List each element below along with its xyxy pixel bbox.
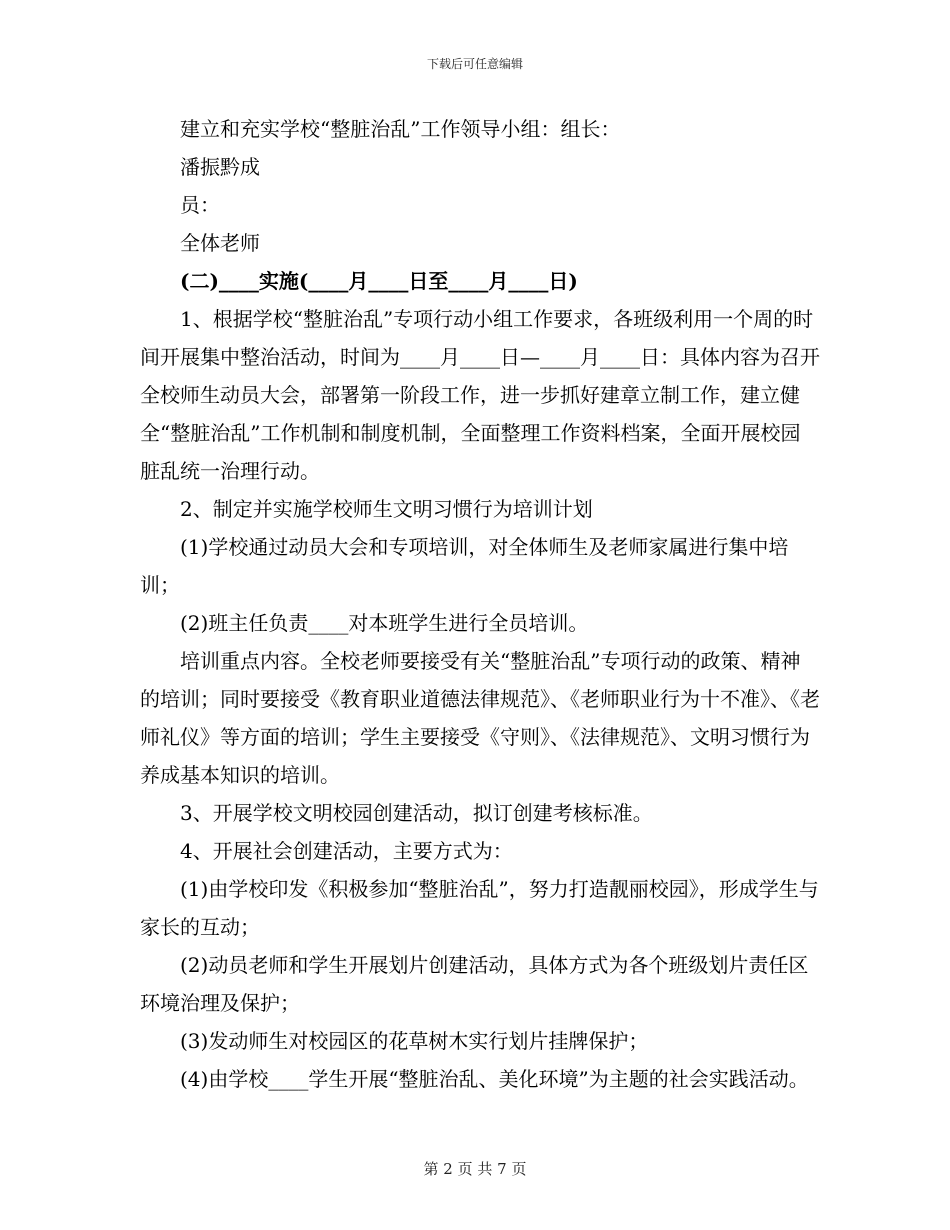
page-number: 第 2 页 共 7 页 (423, 1160, 527, 1178)
paragraph-item-3: 3、开展学校文明校园创建活动，拟订创建考核标准。 (180, 801, 653, 825)
paragraph-item-4: 4、开展社会创建活动，主要方式为： (180, 839, 513, 863)
paragraph-item-4-4: (4)由学校____学生开展“整脏治乱、美化环境”为主题的社会实践活动。 (180, 1067, 809, 1091)
paragraph-item-1: 1、根据学校“整脏治乱”专项行动小组工作要求，各班级利用一个周的时间开展集中整治活动，时间为____月____日—____月____日：具体内容为召开全校师生动员大会，部署第一阶段工作，进一步抓好建章立制工作，建立健全“整脏治乱”工作机制和制度机制，全面整理工作资料档案，全面开展校园脏乱统一治理行动。 (140, 307, 820, 483)
paragraph-item-4-1: (1)由学校印发《积极参加“整脏治乱”，努力打造靓丽校园》，形成学生与家长的互动； (140, 877, 819, 939)
section-heading-implementation: (二)____实施(____月____日至____月____日) (180, 269, 578, 293)
document-body (140, 110, 820, 1098)
paragraph-leader-name: 潘振黔成 (180, 155, 260, 179)
paragraph-item-4-2: (2)动员老师和学生开展划片创建活动，具体方式为各个班级划片责任区环境治理及保护； (140, 953, 809, 1015)
paragraph-item-2-2: (2)班主任负责____对本班学生进行全员培训。 (180, 611, 589, 635)
paragraph-member-label: 员： (180, 193, 220, 217)
paragraph-members: 全体老师 (180, 231, 260, 255)
paragraph-item-2: 2、制定并实施学校师生文明习惯行为培训计划 (180, 497, 593, 521)
paragraph-leadership-group: 建立和充实学校“整脏治乱”工作领导小组：组长： (180, 117, 621, 141)
paragraph-item-2-1: (1)学校通过动员大会和专项培训，对全体师生及老师家属进行集中培训； (140, 535, 789, 597)
paragraph-training-content: 培训重点内容。全校老师要接受有关“整脏治乱”专项行动的政策、精神的培训；同时要接受《教育职业道德法律规范》、《老师职业行为十不准》、《老师礼仪》等方面的培训；学生主要接受《守则》、《法律规范》、文明习惯行为养成基本知识的培训。 (140, 649, 820, 787)
header-note: 下载后可任意编辑 (426, 57, 523, 71)
paragraph-item-4-3: (3)发动师生对校园区的花草树木实行划片挂牌保护； (180, 1029, 649, 1053)
